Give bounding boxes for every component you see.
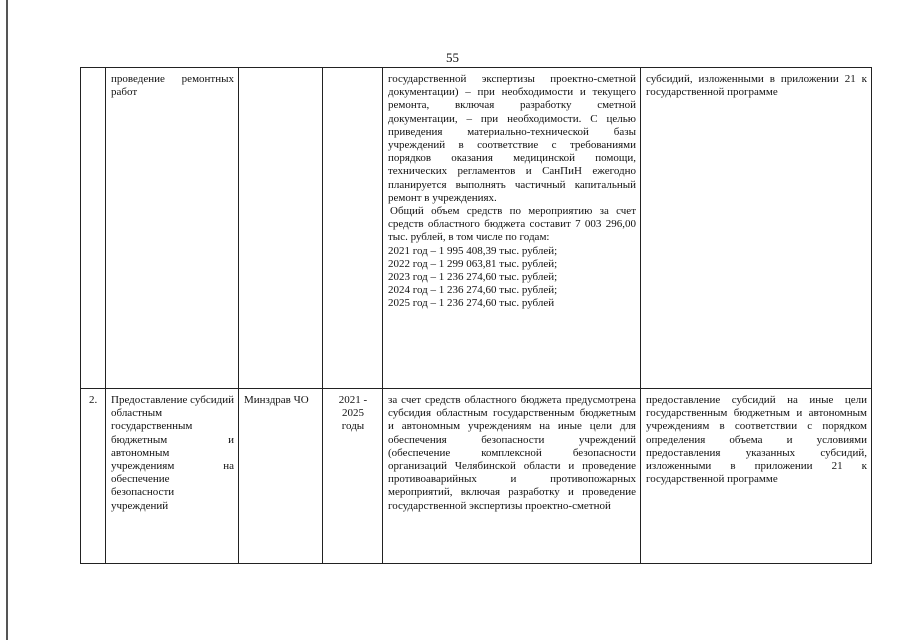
period-start: 2021 - [338, 394, 368, 406]
funding-year-line: 2024 год – 1 236 274,60 тыс. рублей; [388, 284, 558, 297]
activity-name-cell: проведение ремонтных работ [106, 68, 239, 389]
period-cell [323, 68, 383, 389]
description-text: государственной экспертизы проектно-сметной документации) – при необходимости и текущего ремонта, включая разработку сметной документации, – при необходимости. С целью приведения материально-технической базы учреждений в соответствие с требованиями порядков оказания медицинской помощи, технических регламентов и СанПиН ежегодно планируется выполнять частичный капитальный ремонт в учреждениях. [388, 73, 636, 204]
period-unit: годы [341, 420, 365, 433]
period-cell [323, 389, 383, 564]
description-cell: за счет средств областного бюджета предусмотрена субсидия областным государственным бюджетным и автономным учреждениям на иные цели для обеспечения безопасности учреждений (обеспечение комплексной безопасности организаций Челябинской области и проведение противоаварийных и противопожарных мероприятий, включая разработку и проведение государственной экспертизы проектно-сметной [383, 389, 641, 564]
table-row [81, 389, 872, 564]
funding-intro: Общий объем средств по мероприятию за счет средств областного бюджета составит 7 003 296,00 тыс. рублей, в том числе по годам: [388, 205, 636, 244]
description-cell [383, 68, 641, 389]
funding-year-line: 2023 год – 1 236 274,60 тыс. рублей; [388, 271, 558, 284]
executor-cell [239, 68, 323, 389]
page-number: 55 [446, 50, 459, 65]
result-cell: субсидий, изложенными в приложении 21 к государственной программе [641, 68, 872, 389]
program-activities-table [80, 67, 872, 564]
table-row [81, 68, 872, 389]
row-number-cell [81, 68, 106, 389]
result-cell: предоставление субсидий на иные цели государственным бюджетным и автономным учреждениям в соответствии с порядком определения объема и условиями предоставления указанных субсидий, изложенными в приложении 21 к государственной программе [641, 389, 872, 564]
period-end: 2025 [342, 407, 364, 420]
page-edge-line [6, 0, 8, 640]
funding-year-line: 2022 год – 1 299 063,81 тыс. рублей; [388, 257, 558, 270]
funding-year-line: 2021 год – 1 995 408,39 тыс. рублей; [388, 244, 558, 257]
row-number-cell: 2. [81, 389, 106, 564]
activity-name-cell: Предоставление субсидий областным государственным бюджетным и автономным учреждениям на обеспечение безопасности учреждений [106, 389, 239, 564]
funding-year-line: 2025 год – 1 236 274,60 тыс. рублей [388, 297, 555, 310]
executor-cell: Минздрав ЧО [239, 389, 323, 564]
